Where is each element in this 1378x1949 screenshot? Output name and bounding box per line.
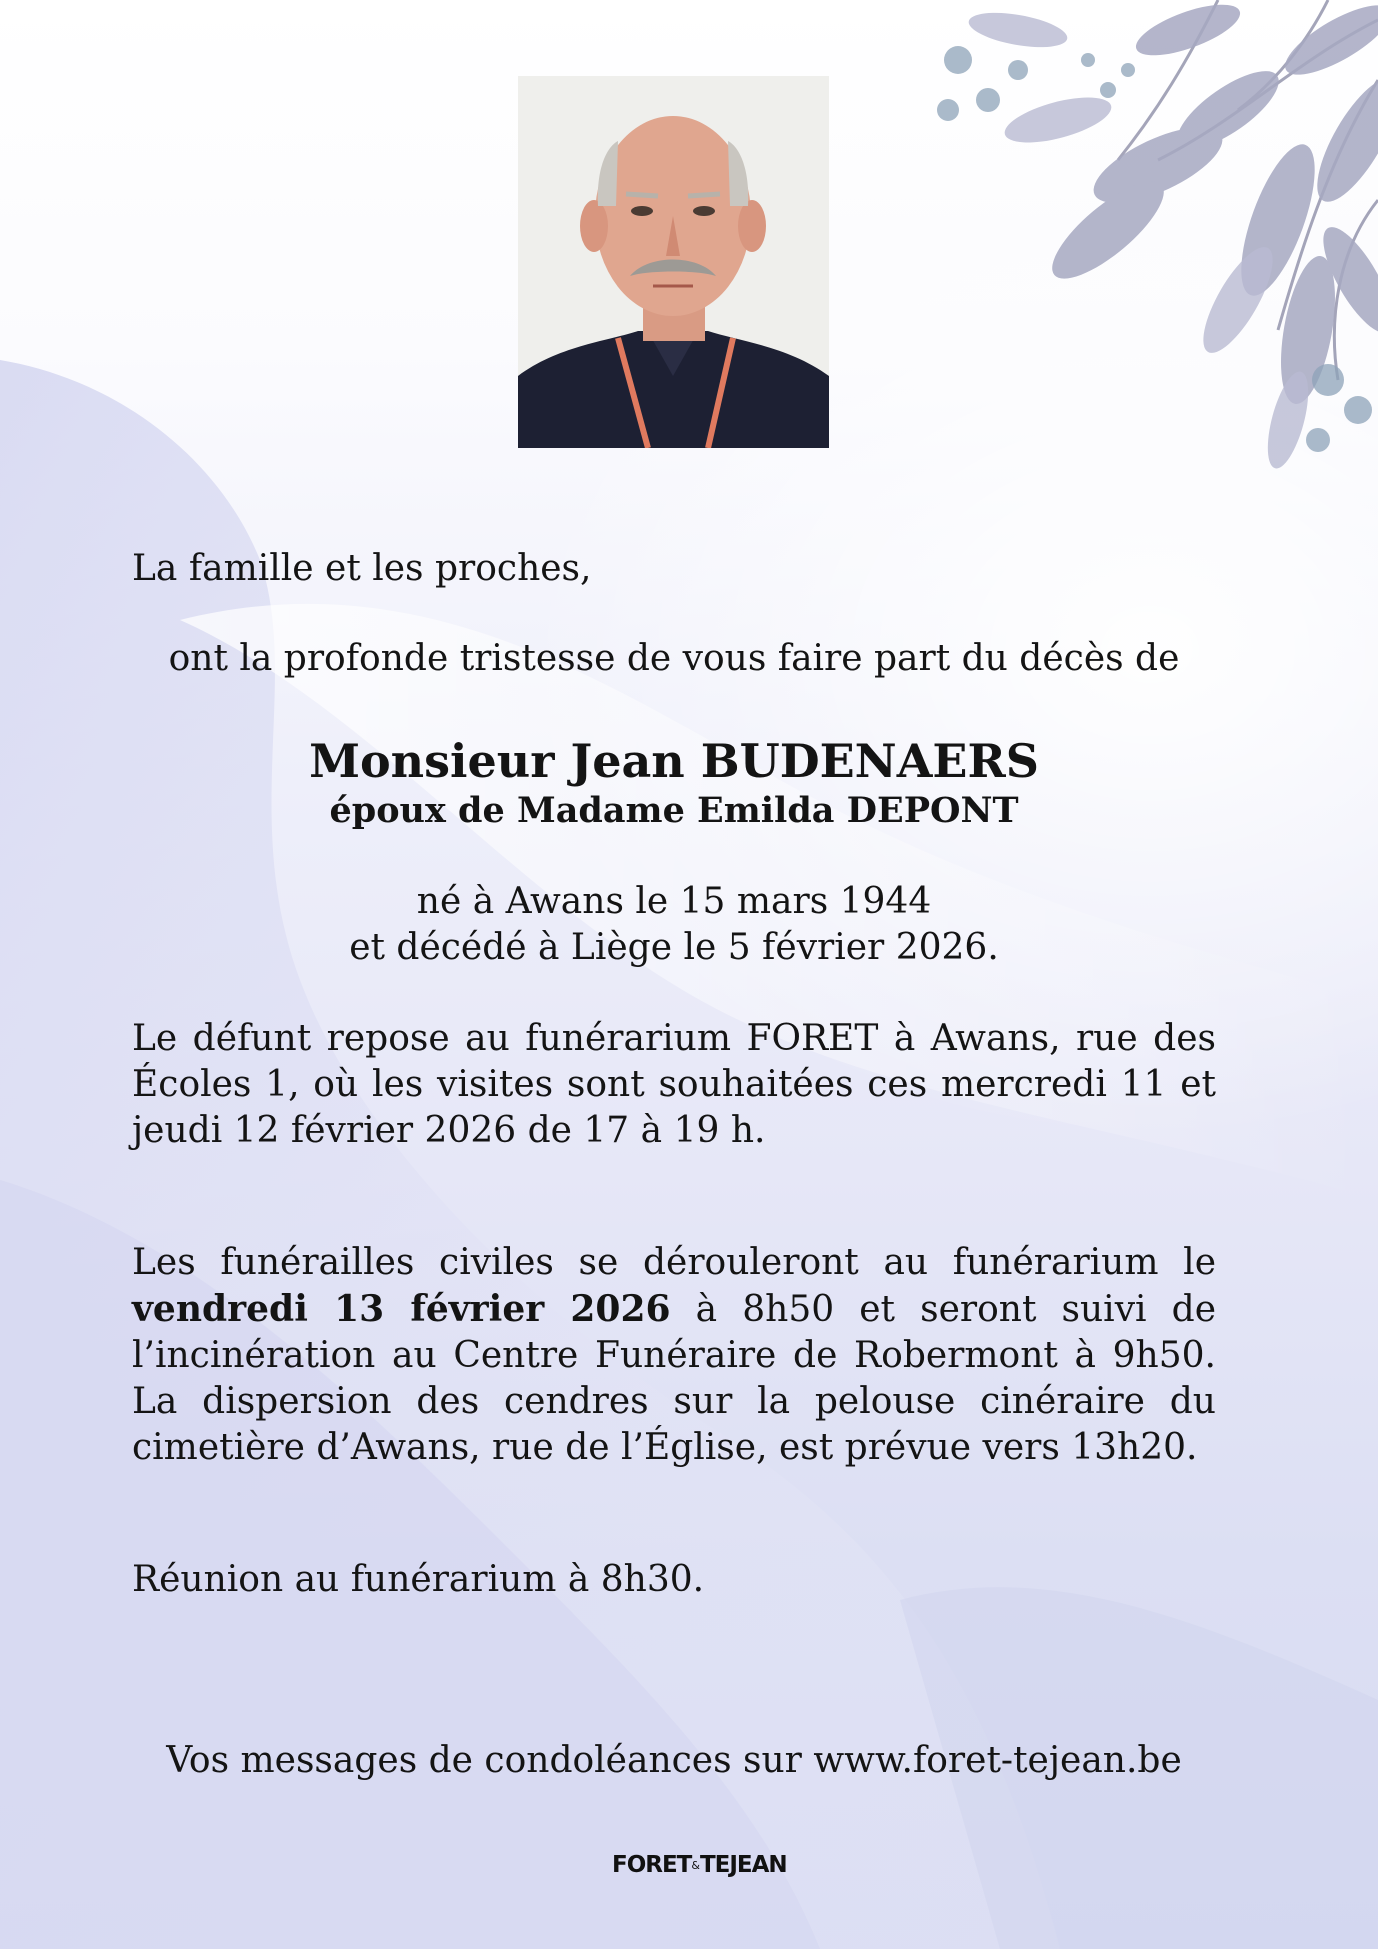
logo-ampersand: & [691, 1859, 700, 1872]
visitation-paragraph: Le défunt repose au funérarium FORET à Awans, rue des Écoles 1, où les visites sont souhaitées ces mercredi 11 et jeudi 12 février 2026 de 17 à 19 h. [132, 1018, 1216, 1151]
funeral-text-after: à 8h50 et seront suivi de l’incinération au Centre Funéraire de Robermont à 9h50. La dispersion des cendres sur la pelouse cinéraire du cimetière d’Awans, rue de l’Église, est prévue vers 13h20. [132, 1289, 1216, 1468]
intro-line: La famille et les proches, [132, 548, 592, 589]
logo-part-tejean: TEJEAN [699, 1852, 787, 1878]
meeting-line: Réunion au funérarium à 8h30. [132, 1559, 705, 1600]
foret-tejean-logo [612, 1852, 787, 1878]
funeral-text-before: Les funérailles civiles se dérouleront au funérarium le [132, 1242, 1216, 1283]
leaves-decoration [858, 0, 1378, 480]
birth-line: né à Awans le 15 mars 1944 [416, 881, 932, 922]
deceased-name: Monsieur Jean BUDENAERS [309, 734, 1039, 788]
logo-part-foret: FORET [612, 1852, 692, 1878]
funeral-date: vendredi 13 février 2026 [132, 1288, 671, 1330]
announcement-line: ont la profonde tristesse de vous faire part du décès de [168, 638, 1180, 679]
portrait-photo [518, 76, 829, 448]
funeral-paragraph [132, 1240, 1216, 1471]
spouse-line: époux de Madame Emilda DEPONT [329, 790, 1019, 831]
condolences-line: Vos messages de condoléances sur www.foret-tejean.be [166, 1740, 1182, 1781]
death-line: et décédé à Liège le 5 février 2026. [349, 927, 999, 968]
